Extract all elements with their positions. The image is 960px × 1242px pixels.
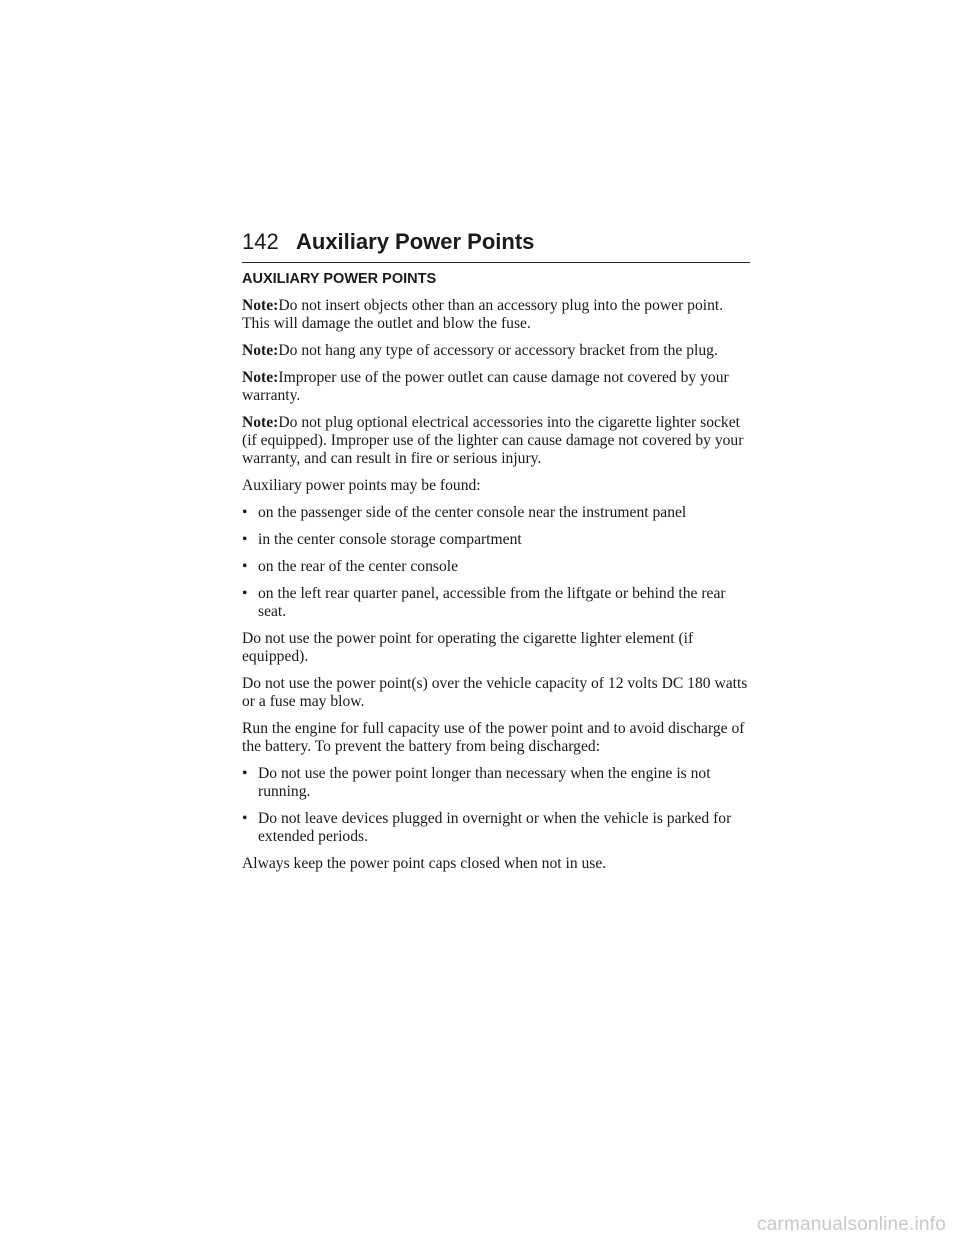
note-label: Note: — [242, 297, 279, 314]
list-item — [242, 765, 754, 801]
list-item — [242, 810, 754, 846]
note-label: Note: — [242, 369, 279, 386]
list-item-text: Do not use the power point longer than necessary when the engine is not running. — [258, 765, 711, 800]
bullet-icon: • — [242, 810, 248, 827]
page-number: 142 — [242, 229, 279, 254]
watermark: carmanualsonline.info — [756, 1214, 946, 1235]
engine-paragraph: Run the engine for full capacity use of the power point and to avoid discharge of the battery. To prevent the battery from being discharged: — [242, 720, 745, 755]
bullet-icon: • — [242, 504, 248, 521]
note-label: Note: — [242, 342, 279, 359]
bullet-icon: • — [242, 531, 248, 548]
list-item-text: on the rear of the center console — [258, 558, 459, 575]
locations-list — [242, 504, 754, 621]
note-text: Do not hang any type of accessory or accessory bracket from the plug. — [278, 342, 718, 359]
lighter-paragraph: Do not use the power point for operating the cigarette lighter element (if equipped). — [242, 630, 694, 665]
note-text: Do not insert objects other than an accessory plug into the power point. This will damage the outlet and blow the fuse. — [242, 297, 724, 332]
note-text: Do not plug optional electrical accessories into the cigarette lighter socket (if equipped). Improper use of the lighter can cause damage not covered by your warranty, and can result in fire or serious injury. — [242, 414, 744, 467]
list-item-text: on the left rear quarter panel, accessible from the liftgate or behind the rear seat. — [258, 585, 726, 620]
note-paragraph — [242, 297, 754, 333]
caps-paragraph: Always keep the power point caps closed when not in use. — [242, 855, 607, 872]
list-item-text: on the passenger side of the center console near the instrument panel — [258, 504, 687, 521]
note-paragraph — [242, 342, 754, 360]
list-item-text: Do not leave devices plugged in overnight or when the vehicle is parked for extended periods. — [258, 810, 732, 845]
list-item — [242, 531, 754, 549]
list-item — [242, 558, 754, 576]
note-label: Note: — [242, 414, 279, 431]
capacity-paragraph: Do not use the power point(s) over the vehicle capacity of 12 volts DC 180 watts or a fuse may blow. — [242, 675, 748, 710]
bullet-icon: • — [242, 585, 248, 602]
bullet-icon: • — [242, 765, 248, 782]
locations-intro: Auxiliary power points may be found: — [242, 477, 481, 494]
note-paragraph — [242, 369, 754, 405]
chapter-title: Auxiliary Power Points — [296, 229, 535, 254]
note-paragraph — [242, 414, 754, 468]
page-content — [242, 270, 754, 882]
bullet-icon: • — [242, 558, 248, 575]
page-header — [242, 228, 750, 263]
list-item — [242, 504, 754, 522]
section-heading: AUXILIARY POWER POINTS — [242, 271, 437, 287]
battery-tips-list — [242, 765, 754, 846]
list-item — [242, 585, 754, 621]
list-item-text: in the center console storage compartment — [258, 531, 522, 548]
note-text: Improper use of the power outlet can cause damage not covered by your warranty. — [242, 369, 729, 404]
